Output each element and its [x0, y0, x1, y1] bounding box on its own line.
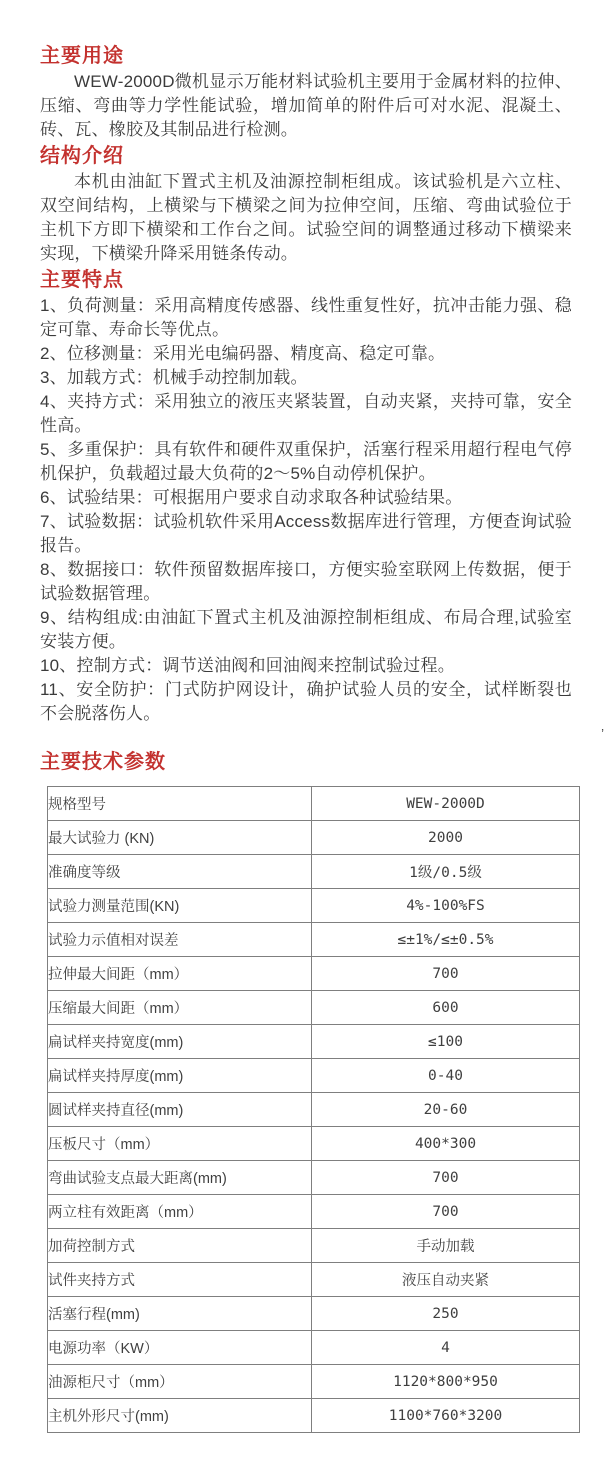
- stray-mark: ’: [601, 726, 604, 741]
- specs-table-body: [48, 787, 580, 1433]
- usage-paragraph: WEW-2000D微机显示万能材料试验机主要用于金属材料的拉伸、压缩、弯曲等力学性能试验，增加简单的附件后可对水泥、混凝土、砖、瓦、橡胶及其制品进行检测。: [40, 72, 572, 139]
- spec-row-accuracy-class: [48, 855, 580, 889]
- spec-label: 两立柱有效距离（mm）: [48, 1195, 312, 1229]
- spec-label: 弯曲试验支点最大距离(mm): [48, 1161, 312, 1195]
- specs-table: [47, 786, 580, 1433]
- spec-row-load-control: [48, 1229, 580, 1263]
- spec-row-compression-max-span: [48, 991, 580, 1025]
- spec-row-bend-support-distance: [48, 1161, 580, 1195]
- structure-paragraph: 本机由油缸下置式主机及油源控制柜组成。该试验机是六立柱、双空间结构，上横梁与下横梁之间为拉伸空间，压缩、弯曲试验位于主机下方即下横梁和工作台之间。试验空间的调整通过移动下横梁来实现，下横梁升降采用链条传动。: [40, 172, 572, 263]
- feature-item-3: 3、加载方式：机械手动控制加载。: [40, 368, 308, 387]
- feature-list: [40, 294, 572, 726]
- spec-value: 400*300: [312, 1127, 580, 1161]
- spec-value: 0-40: [312, 1059, 580, 1093]
- spec-label: 拉伸最大间距（mm）: [48, 957, 312, 991]
- spec-value: WEW-2000D: [312, 787, 580, 821]
- spec-label: 试件夹持方式: [48, 1263, 312, 1297]
- feature-item-9: 9、结构组成:由油缸下置式主机及油源控制柜组成、布局合理,试验室安装方便。: [40, 608, 572, 651]
- spec-row-flat-grip-thickness: [48, 1059, 580, 1093]
- feature-item-5: 5、多重保护：具有软件和硬件双重保护，活塞行程采用超行程电气停机保护，负载超过最大负荷的2～5%自动停机保护。: [40, 440, 572, 483]
- spec-value: 700: [312, 1195, 580, 1229]
- section-heading-features: 主要特点: [40, 269, 124, 291]
- spec-label: 最大试验力 (KN): [48, 821, 312, 855]
- spec-value: 1120*800*950: [312, 1365, 580, 1399]
- spec-label: 扁试样夹持宽度(mm): [48, 1025, 312, 1059]
- spec-label: 活塞行程(mm): [48, 1297, 312, 1331]
- page-content: [40, 0, 572, 1433]
- spec-value: 1级/0.5级: [312, 855, 580, 889]
- spec-value: 700: [312, 957, 580, 991]
- spec-label: 扁试样夹持厚度(mm): [48, 1059, 312, 1093]
- spec-row-platen-size: [48, 1127, 580, 1161]
- feature-item-10: 10、控制方式：调节送油阀和回油阀来控制试验过程。: [40, 656, 455, 675]
- spec-label: 油源柜尺寸（mm）: [48, 1365, 312, 1399]
- feature-item-1: 1、负荷测量：采用高精度传感器、线性重复性好，抗冲击能力强、稳定可靠、寿命长等优点。: [40, 296, 572, 339]
- feature-item-8: 8、数据接口：软件预留数据库接口，方便实验室联网上传数据，便于试验数据管理。: [40, 560, 572, 603]
- spec-row-piston-stroke: [48, 1297, 580, 1331]
- section-heading-specs: 主要技术参数: [40, 751, 166, 773]
- spec-label: 加荷控制方式: [48, 1229, 312, 1263]
- spec-label: 圆试样夹持直径(mm): [48, 1093, 312, 1127]
- spec-row-round-grip-diameter: [48, 1093, 580, 1127]
- spec-value: 手动加载: [312, 1229, 580, 1263]
- spec-label: 规格型号: [48, 787, 312, 821]
- spec-row-host-size: [48, 1399, 580, 1433]
- feature-item-11: 11、安全防护：门式防护网设计，确护试验人员的安全，试样断裂也不会脱落伤人。: [40, 680, 572, 723]
- spec-value: 250: [312, 1297, 580, 1331]
- spec-row-specimen-clamping: [48, 1263, 580, 1297]
- spec-row-max-force: [48, 821, 580, 855]
- spec-row-power: [48, 1331, 580, 1365]
- feature-item-2: 2、位移测量：采用光电编码器、精度高、稳定可靠。: [40, 344, 446, 363]
- spec-label: 准确度等级: [48, 855, 312, 889]
- spec-value: 4%-100%FS: [312, 889, 580, 923]
- section-heading-usage: 主要用途: [40, 45, 124, 67]
- spec-row-model: [48, 787, 580, 821]
- spec-row-tension-max-span: [48, 957, 580, 991]
- spec-value: 4: [312, 1331, 580, 1365]
- spec-value: 600: [312, 991, 580, 1025]
- spec-value: ≤100: [312, 1025, 580, 1059]
- spec-label: 压缩最大间距（mm）: [48, 991, 312, 1025]
- spec-label: 试验力测量范围(KN): [48, 889, 312, 923]
- spec-label: 压板尺寸（mm）: [48, 1127, 312, 1161]
- spec-row-column-distance: [48, 1195, 580, 1229]
- spec-value: 20-60: [312, 1093, 580, 1127]
- spec-label: 试验力示值相对误差: [48, 923, 312, 957]
- feature-item-7: 7、试验数据：试验机软件采用Access数据库进行管理，方便查询试验报告。: [40, 512, 572, 555]
- section-heading-structure: 结构介绍: [40, 145, 124, 167]
- spec-value: 1100*760*3200: [312, 1399, 580, 1433]
- feature-item-4: 4、夹持方式：采用独立的液压夹紧装置，自动夹紧，夹持可靠，安全性高。: [40, 392, 572, 435]
- spec-row-flat-grip-width: [48, 1025, 580, 1059]
- spec-value: 700: [312, 1161, 580, 1195]
- spec-row-oil-cabinet-size: [48, 1365, 580, 1399]
- spec-value: 液压自动夹紧: [312, 1263, 580, 1297]
- spec-row-measure-range: [48, 889, 580, 923]
- feature-item-6: 6、试验结果：可根据用户要求自动求取各种试验结果。: [40, 488, 463, 507]
- spec-row-relative-error: [48, 923, 580, 957]
- spec-value: ≤±1%/≤±0.5%: [312, 923, 580, 957]
- spec-value: 2000: [312, 821, 580, 855]
- spec-label: 主机外形尺寸(mm): [48, 1399, 312, 1433]
- spec-label: 电源功率（KW）: [48, 1331, 312, 1365]
